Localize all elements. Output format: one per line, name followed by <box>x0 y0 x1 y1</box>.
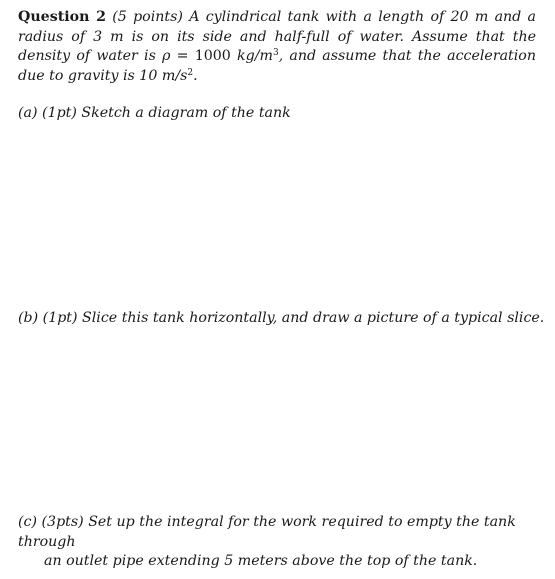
acceleration-exponent: 2 <box>187 67 194 78</box>
part-c-line-1: (c) (3pts) Set up the integral for the work required to empty the tank through <box>18 514 516 550</box>
part-c-prompt <box>18 513 538 572</box>
question-label: Question 2 <box>18 9 106 25</box>
question-2-statement <box>18 8 536 86</box>
question-text-end: . <box>193 67 198 84</box>
part-a-prompt: (a) (1pt) Sketch a diagram of the tank <box>18 105 291 121</box>
density-value: 1000 <box>194 48 231 64</box>
density-exponent: 3 <box>272 48 279 58</box>
density-symbol: ρ <box>162 48 171 64</box>
part-c-line-2: an outlet pipe extending 5 meters above the top of the tank. <box>44 553 478 569</box>
question-text-part-2: , and assume that the acceleration due to gravity is 10 <box>18 48 536 84</box>
part-b-prompt: (b) (1pt) Slice this tank horizontally, and draw a picture of a typical slice. <box>18 310 545 326</box>
question-text-part-1: A cylindrical tank with a length of 20 m and a radius of 3 m is on its side and half-full of water. Assume that the density of water is <box>18 9 536 64</box>
question-points: (5 points) <box>112 9 183 25</box>
equals-sign: = <box>170 48 195 64</box>
acceleration-unit: m/s <box>161 67 188 84</box>
density-unit: kg/m <box>237 48 273 64</box>
